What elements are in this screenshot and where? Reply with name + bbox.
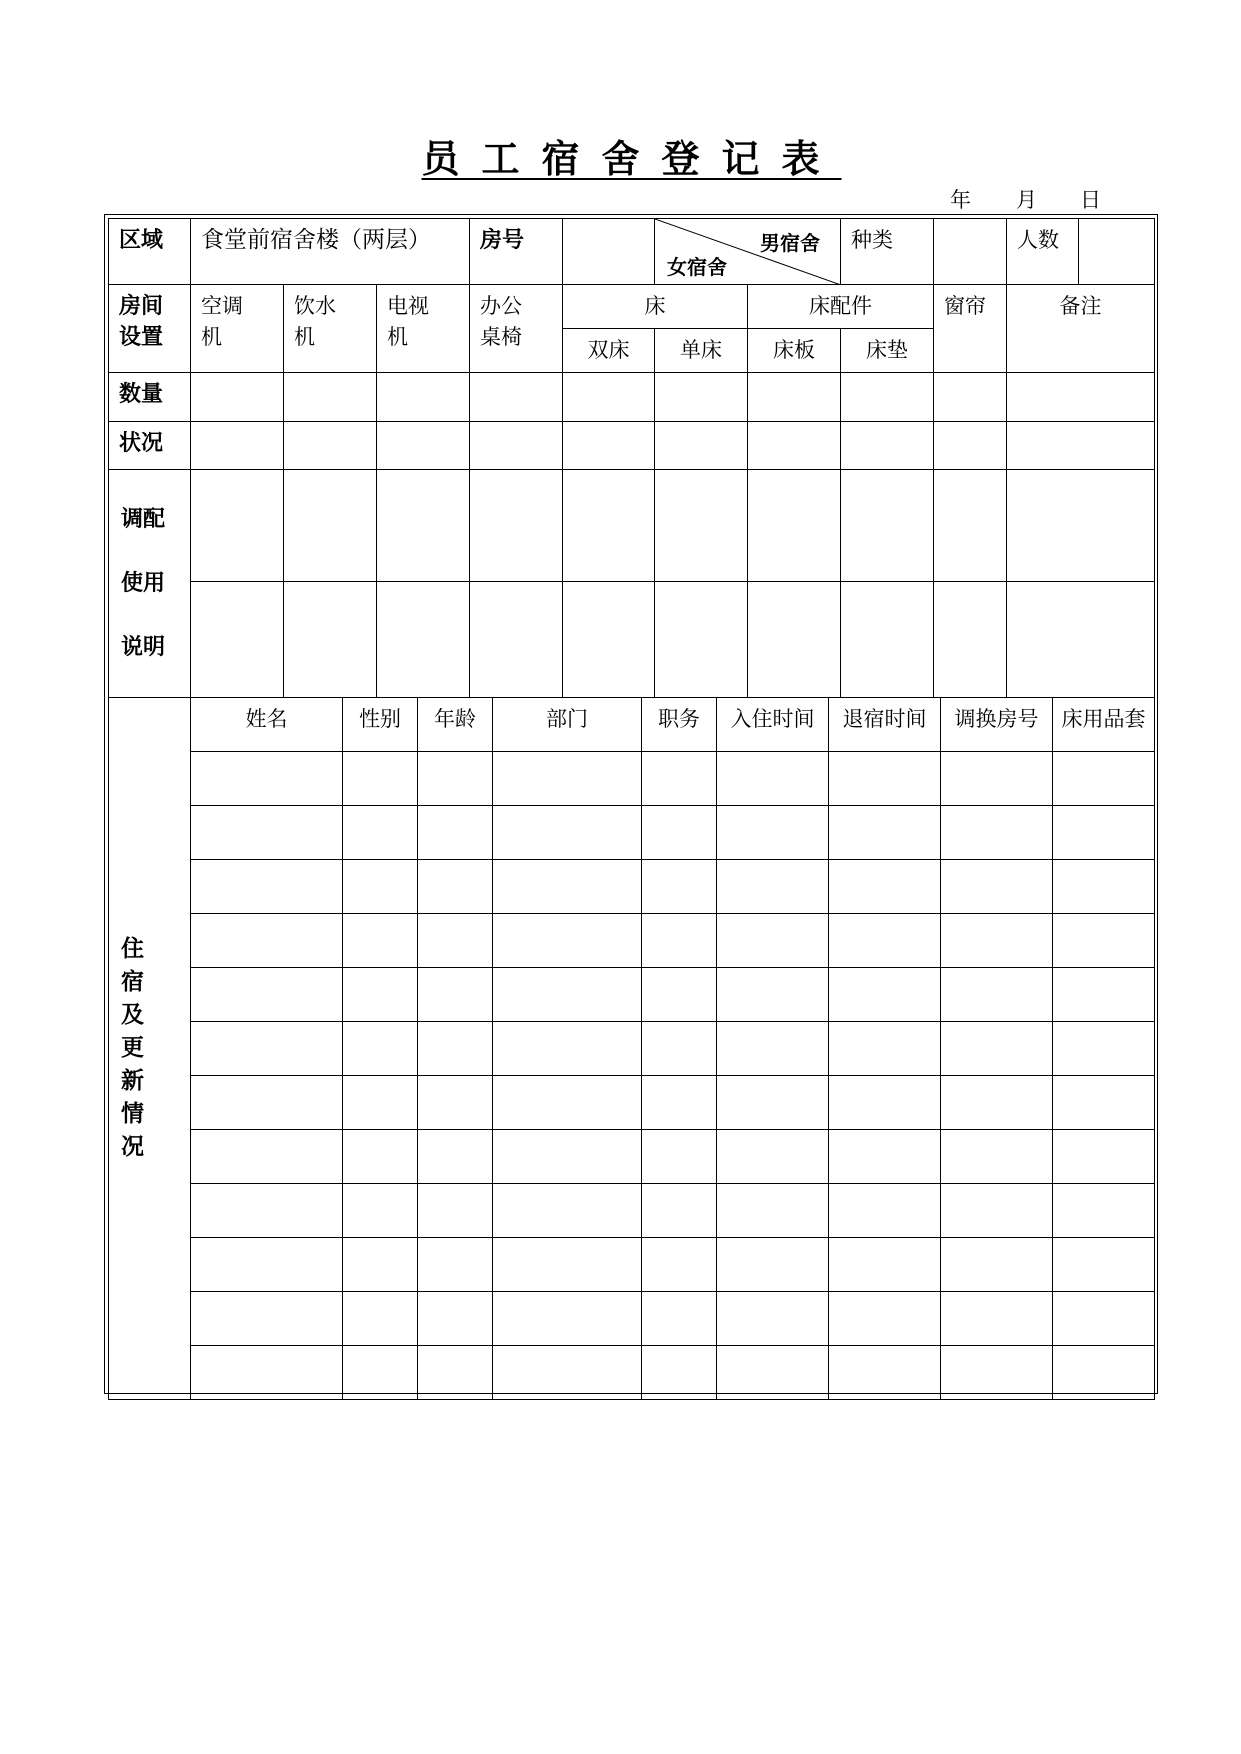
- office-furniture-header: 办公 桌椅: [470, 285, 563, 373]
- residence-cell[interactable]: [941, 1076, 1053, 1130]
- residence-cell[interactable]: [493, 1346, 642, 1400]
- count-label: 人数: [1007, 219, 1079, 285]
- residence-cell[interactable]: [941, 914, 1053, 968]
- residence-cell[interactable]: [191, 914, 343, 968]
- residence-cell[interactable]: [1053, 1292, 1155, 1346]
- residence-cell[interactable]: [343, 1130, 418, 1184]
- residence-cell[interactable]: [829, 1238, 941, 1292]
- residence-cell[interactable]: [343, 752, 418, 806]
- residence-cell[interactable]: [941, 1130, 1053, 1184]
- residence-cell[interactable]: [829, 752, 941, 806]
- room-number-value[interactable]: [563, 219, 655, 285]
- residence-cell[interactable]: [343, 1238, 418, 1292]
- residence-table: [108, 697, 1155, 1400]
- status-label: 状况: [109, 422, 191, 470]
- residence-cell[interactable]: [717, 968, 829, 1022]
- residence-cell[interactable]: [1053, 1346, 1155, 1400]
- residence-cell[interactable]: [829, 1292, 941, 1346]
- residence-label-char: 及: [121, 1002, 144, 1028]
- quantity-cell[interactable]: [748, 373, 841, 422]
- bed-board-header: 床板: [748, 329, 841, 373]
- allocation-cell[interactable]: [934, 470, 1007, 582]
- residence-cell[interactable]: [642, 752, 717, 806]
- residence-cell[interactable]: [829, 1130, 941, 1184]
- residence-cell[interactable]: [1053, 1022, 1155, 1076]
- room-info-table: [108, 218, 1155, 285]
- status-cell[interactable]: [284, 422, 377, 470]
- residence-cell[interactable]: [1053, 1076, 1155, 1130]
- residence-cell[interactable]: [717, 1292, 829, 1346]
- residence-cell[interactable]: [191, 1130, 343, 1184]
- residence-cell[interactable]: [418, 1076, 493, 1130]
- residence-cell[interactable]: [418, 1022, 493, 1076]
- residence-cell[interactable]: [642, 1184, 717, 1238]
- quantity-label: 数量: [109, 373, 191, 422]
- residence-cell[interactable]: [1053, 914, 1155, 968]
- residence-cell[interactable]: [717, 860, 829, 914]
- table-row: [109, 806, 1155, 860]
- table-row: [109, 1130, 1155, 1184]
- residence-cell[interactable]: [343, 968, 418, 1022]
- residence-cell[interactable]: [642, 1292, 717, 1346]
- residence-cell[interactable]: [343, 806, 418, 860]
- residence-cell[interactable]: [418, 1238, 493, 1292]
- room-settings-label: 房间 设置: [109, 285, 191, 373]
- residence-cell[interactable]: [418, 968, 493, 1022]
- allocation-cell[interactable]: [934, 582, 1007, 698]
- residence-cell[interactable]: [191, 860, 343, 914]
- remark-header: 备注: [1007, 285, 1155, 373]
- table-row: [109, 914, 1155, 968]
- residence-cell[interactable]: [191, 1184, 343, 1238]
- residence-column-header: 调换房号: [941, 698, 1053, 752]
- allocation-cell[interactable]: [748, 582, 841, 698]
- single-bed-header: 单床: [655, 329, 748, 373]
- quantity-cell[interactable]: [563, 373, 655, 422]
- quantity-cell[interactable]: [284, 373, 377, 422]
- allocation-cell[interactable]: [470, 470, 563, 582]
- tv-header: 电视 机: [377, 285, 470, 373]
- table-row: [109, 1076, 1155, 1130]
- quantity-cell[interactable]: [841, 373, 934, 422]
- allocation-cell[interactable]: [377, 582, 470, 698]
- residence-cell[interactable]: [642, 914, 717, 968]
- date-month: 月: [1016, 188, 1037, 212]
- residence-cell[interactable]: [343, 914, 418, 968]
- room-settings-table: [108, 284, 1155, 698]
- residence-cell[interactable]: [493, 1292, 642, 1346]
- residence-cell[interactable]: [418, 1346, 493, 1400]
- residence-cell[interactable]: [717, 1184, 829, 1238]
- residence-cell[interactable]: [829, 1346, 941, 1400]
- residence-cell[interactable]: [941, 1292, 1053, 1346]
- residence-cell[interactable]: [493, 1184, 642, 1238]
- residence-cell[interactable]: [493, 1076, 642, 1130]
- table-row: [109, 860, 1155, 914]
- water-dispenser-header: 饮水 机: [284, 285, 377, 373]
- status-cell[interactable]: [563, 422, 655, 470]
- residence-cell[interactable]: [717, 806, 829, 860]
- allocation-cell[interactable]: [377, 470, 470, 582]
- residence-cell[interactable]: [1053, 1238, 1155, 1292]
- residence-label-char: 况: [121, 1134, 144, 1160]
- residence-column-header: 退宿时间: [829, 698, 941, 752]
- residence-cell[interactable]: [717, 914, 829, 968]
- residence-cell[interactable]: [642, 968, 717, 1022]
- quantity-cell[interactable]: [377, 373, 470, 422]
- count-value[interactable]: [1079, 219, 1155, 285]
- allocation-cell[interactable]: [655, 470, 748, 582]
- quantity-cell[interactable]: [191, 373, 284, 422]
- allocation-cell[interactable]: [191, 582, 284, 698]
- residence-cell[interactable]: [343, 1076, 418, 1130]
- residence-column-header: 年龄: [418, 698, 493, 752]
- residence-cell[interactable]: [493, 1238, 642, 1292]
- table-row: [109, 752, 1155, 806]
- residence-cell[interactable]: [418, 1130, 493, 1184]
- residence-cell[interactable]: [1053, 806, 1155, 860]
- residence-cell[interactable]: [829, 968, 941, 1022]
- allocation-cell[interactable]: [563, 470, 655, 582]
- male-dorm-label: 男宿舍: [760, 231, 821, 255]
- bed-header: 床: [563, 285, 748, 329]
- residence-cell[interactable]: [717, 1022, 829, 1076]
- residence-cell[interactable]: [191, 1238, 343, 1292]
- date-day: 日: [1080, 188, 1101, 212]
- residence-cell[interactable]: [191, 1346, 343, 1400]
- bed-parts-header: 床配件: [748, 285, 934, 329]
- residence-label-char: 情: [121, 1101, 144, 1127]
- allocation-cell[interactable]: [841, 582, 934, 698]
- table-row: [109, 1238, 1155, 1292]
- residence-cell[interactable]: [829, 860, 941, 914]
- residence-cell[interactable]: [941, 1346, 1053, 1400]
- double-bed-header: 双床: [563, 329, 655, 373]
- residence-cell[interactable]: [343, 1346, 418, 1400]
- residence-cell[interactable]: [717, 1130, 829, 1184]
- residence-column-header: 姓名: [191, 698, 343, 752]
- residence-cell[interactable]: [418, 1292, 493, 1346]
- residence-cell[interactable]: [642, 1346, 717, 1400]
- residence-column-header: 入住时间: [717, 698, 829, 752]
- area-value[interactable]: 食堂前宿舍楼（两层）: [191, 219, 470, 285]
- residence-cell[interactable]: [343, 1292, 418, 1346]
- quantity-cell[interactable]: [655, 373, 748, 422]
- residence-cell[interactable]: [829, 914, 941, 968]
- status-cell[interactable]: [377, 422, 470, 470]
- residence-cell[interactable]: [191, 806, 343, 860]
- residence-cell[interactable]: [1053, 968, 1155, 1022]
- residence-cell[interactable]: [343, 1022, 418, 1076]
- female-dorm-label: 女宿舍: [667, 255, 728, 279]
- gender-split-cell[interactable]: [655, 219, 841, 285]
- residence-cell[interactable]: [642, 1076, 717, 1130]
- table-row: [109, 1022, 1155, 1076]
- allocation-cell[interactable]: [470, 582, 563, 698]
- allocation-label: 调配 使用 说明: [109, 470, 191, 698]
- residence-cell[interactable]: [829, 806, 941, 860]
- status-cell[interactable]: [655, 422, 748, 470]
- residence-column-header: 床用品套: [1053, 698, 1155, 752]
- residence-cell[interactable]: [418, 806, 493, 860]
- residence-cell[interactable]: [829, 1184, 941, 1238]
- residence-cell[interactable]: [493, 806, 642, 860]
- residence-cell[interactable]: [941, 752, 1053, 806]
- residence-cell[interactable]: [418, 914, 493, 968]
- residence-cell[interactable]: [941, 860, 1053, 914]
- room-number-label: 房号: [470, 219, 563, 285]
- status-cell[interactable]: [841, 422, 934, 470]
- residence-cell[interactable]: [493, 752, 642, 806]
- residence-cell[interactable]: [1053, 1130, 1155, 1184]
- type-value[interactable]: [934, 219, 1007, 285]
- status-cell[interactable]: [470, 422, 563, 470]
- status-cell[interactable]: [748, 422, 841, 470]
- residence-cell[interactable]: [941, 1022, 1053, 1076]
- residence-cell[interactable]: [941, 1184, 1053, 1238]
- residence-cell[interactable]: [493, 914, 642, 968]
- residence-cell[interactable]: [829, 1022, 941, 1076]
- residence-cell[interactable]: [642, 860, 717, 914]
- status-cell[interactable]: [191, 422, 284, 470]
- residence-cell[interactable]: [418, 860, 493, 914]
- residence-cell[interactable]: [642, 1130, 717, 1184]
- residence-cell[interactable]: [717, 752, 829, 806]
- residence-label-char: 新: [121, 1068, 144, 1094]
- allocation-cell[interactable]: [1007, 470, 1155, 582]
- residence-column-header: 部门: [493, 698, 642, 752]
- residence-cell[interactable]: [717, 1346, 829, 1400]
- residence-cell[interactable]: [191, 752, 343, 806]
- table-row: [109, 1292, 1155, 1346]
- residence-cell[interactable]: [343, 1184, 418, 1238]
- allocation-cell[interactable]: [655, 582, 748, 698]
- allocation-cell[interactable]: [563, 582, 655, 698]
- residence-cell[interactable]: [191, 968, 343, 1022]
- residence-cell[interactable]: [829, 1076, 941, 1130]
- date-year: 年: [950, 188, 971, 212]
- residence-column-header: 性别: [343, 698, 418, 752]
- status-cell[interactable]: [934, 422, 1007, 470]
- residence-cell[interactable]: [717, 1076, 829, 1130]
- allocation-cell[interactable]: [841, 470, 934, 582]
- residence-label-char: 宿: [121, 969, 144, 995]
- curtain-header: 窗帘: [934, 285, 1007, 373]
- table-row: [109, 1184, 1155, 1238]
- allocation-cell[interactable]: [1007, 582, 1155, 698]
- residence-cell[interactable]: [642, 1022, 717, 1076]
- residence-cell[interactable]: [642, 1238, 717, 1292]
- allocation-cell[interactable]: [284, 582, 377, 698]
- residence-cell[interactable]: [493, 1130, 642, 1184]
- table-row: [109, 968, 1155, 1022]
- residence-cell[interactable]: [191, 1076, 343, 1130]
- residence-cell[interactable]: [941, 968, 1053, 1022]
- residence-cell[interactable]: [493, 860, 642, 914]
- residence-cell[interactable]: [418, 752, 493, 806]
- residence-cell[interactable]: [1053, 1184, 1155, 1238]
- quantity-cell[interactable]: [934, 373, 1007, 422]
- residence-cell[interactable]: [717, 1238, 829, 1292]
- residence-cell[interactable]: [191, 1292, 343, 1346]
- area-label: 区域: [109, 219, 191, 285]
- residence-cell[interactable]: [1053, 752, 1155, 806]
- residence-cell[interactable]: [941, 1238, 1053, 1292]
- residence-cell[interactable]: [493, 968, 642, 1022]
- allocation-cell[interactable]: [191, 470, 284, 582]
- residence-cell[interactable]: [418, 1184, 493, 1238]
- status-cell[interactable]: [1007, 422, 1155, 470]
- residence-label-char: 住: [121, 936, 144, 962]
- page-title: 员工宿舍登记表: [421, 137, 842, 181]
- type-label: 种类: [841, 219, 934, 285]
- allocation-cell[interactable]: [284, 470, 377, 582]
- mattress-header: 床垫: [841, 329, 934, 373]
- residence-cell[interactable]: [493, 1022, 642, 1076]
- quantity-cell[interactable]: [470, 373, 563, 422]
- residence-label: [109, 698, 191, 1400]
- residence-cell[interactable]: [1053, 860, 1155, 914]
- residence-cell[interactable]: [343, 860, 418, 914]
- residence-cell[interactable]: [941, 806, 1053, 860]
- residence-cell[interactable]: [191, 1022, 343, 1076]
- allocation-cell[interactable]: [748, 470, 841, 582]
- residence-cell[interactable]: [642, 806, 717, 860]
- quantity-cell[interactable]: [1007, 373, 1155, 422]
- residence-label-char: 更: [121, 1035, 144, 1061]
- table-row: [109, 1346, 1155, 1400]
- air-conditioner-header: 空调 机: [191, 285, 284, 373]
- residence-column-header: 职务: [642, 698, 717, 752]
